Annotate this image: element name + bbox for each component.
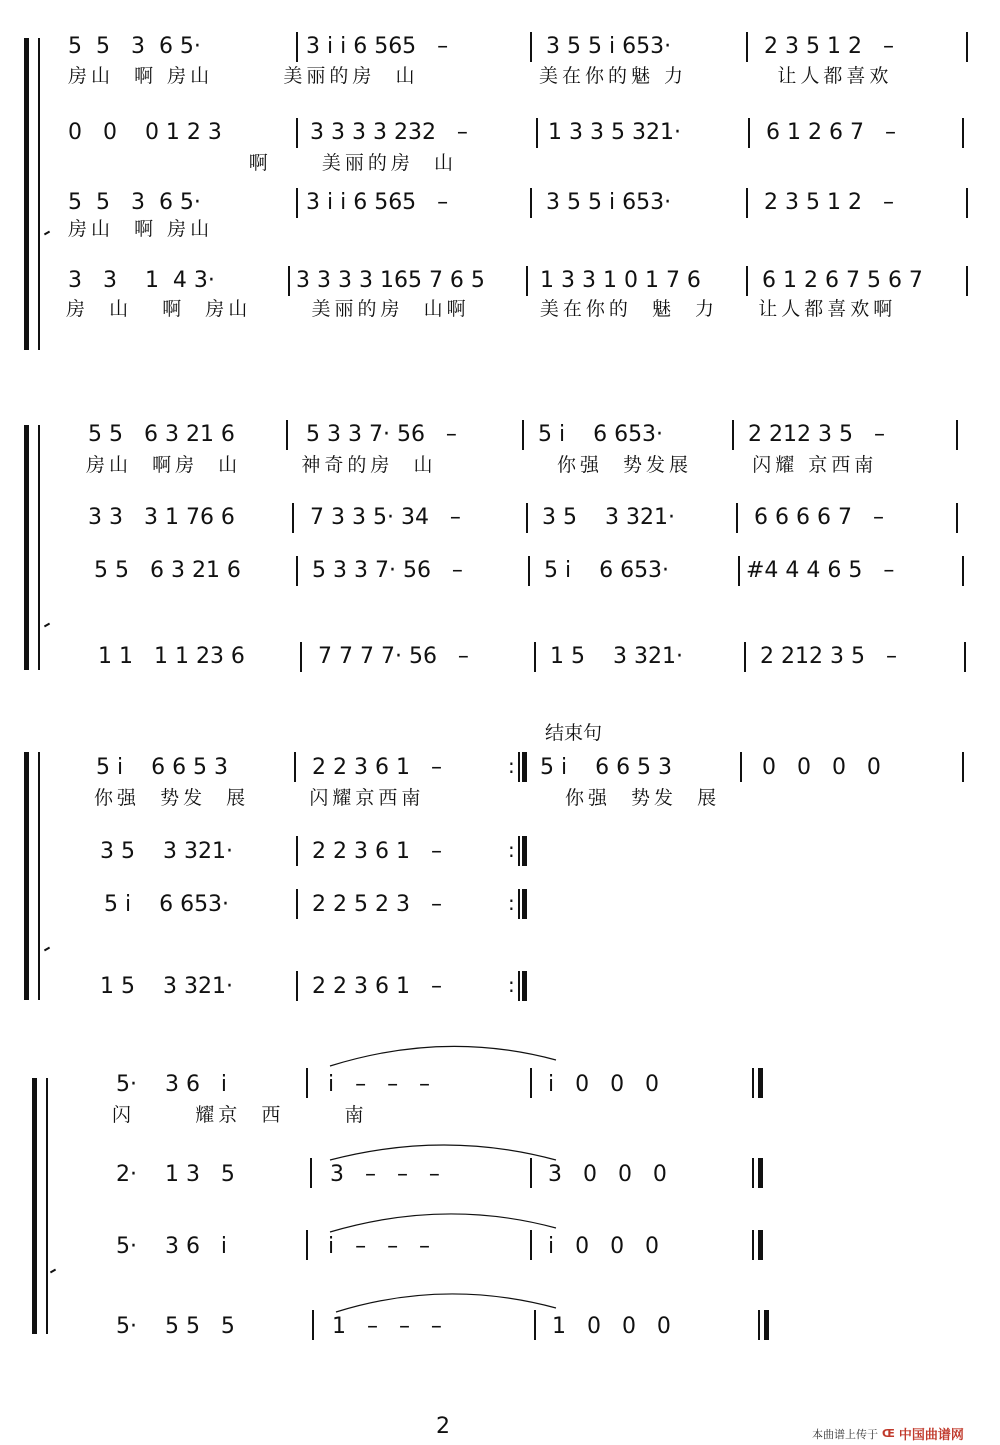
measure-notes: i – – – [328, 1072, 431, 1097]
measure-notes: 2 2 3 6 1 – [312, 974, 442, 999]
measure-notes: 5· 5 5 5 [116, 1314, 235, 1339]
measure-notes: 5 3 3 7· 56 – [312, 558, 463, 583]
measure-notes: 3 0 0 0 [548, 1162, 667, 1187]
lyric-line: 你强 势发 展 闪耀京西南 你强 势发 展 [94, 787, 721, 809]
final-barline [758, 1310, 760, 1340]
final-barline [752, 1068, 754, 1098]
measure-notes: 5 i 6 653· [544, 558, 670, 583]
measure-notes: 3 – – – [330, 1162, 440, 1187]
measure-notes: 2 2 3 6 1 – [312, 839, 442, 864]
measure-notes: 3 5 5 i 653· [546, 190, 672, 215]
measure-notes: i 0 0 0 [548, 1234, 660, 1259]
measure-notes: 3 5 5 i 653· [546, 34, 672, 59]
measure-notes: 1 1 1 1 23 6 [98, 644, 245, 669]
measure-notes: 5 5 6 3 21 6 [88, 422, 235, 447]
barline [306, 1230, 308, 1260]
measure-notes: #4 4 4 6 5 – [746, 558, 895, 583]
measure-notes: 3 5 3 321· [100, 839, 233, 864]
measure-notes: 5 5 3 6 5· [68, 190, 201, 215]
measure-notes: 3 3 1 4 3· [68, 268, 215, 293]
measure-notes: 7 3 3 5· 34 – [310, 505, 461, 530]
measure-notes: 2 2 5 2 3 – [312, 892, 442, 917]
barline [530, 1068, 532, 1098]
site-logo-icon: Œ [882, 1427, 895, 1440]
measure-notes: 5· 3 6 i [116, 1234, 228, 1259]
measure-notes: 5 i 6 6 5 3 [96, 755, 229, 780]
measure-notes: 3 i i 6 565 – [306, 190, 449, 215]
measure-notes: 6 1 2 6 7 – [766, 120, 896, 145]
measure-notes: i 0 0 0 [548, 1072, 660, 1097]
measure-notes: 3 3 3 3 232 – [310, 120, 468, 145]
repeat-dots: : [508, 973, 515, 997]
barline [306, 1068, 308, 1098]
footer-credit [812, 1424, 964, 1443]
measure-notes: 5 i 6 653· [104, 892, 230, 917]
measure-notes: 1 5 3 321· [550, 644, 683, 669]
barline [534, 1310, 536, 1340]
measure-notes: 1 5 3 321· [100, 974, 233, 999]
measure-notes: 3 5 3 321· [542, 505, 675, 530]
measure-notes: 2 3 5 1 2 – [764, 34, 894, 59]
measure-notes: 5 3 3 7· 56 – [306, 422, 457, 447]
footer-site-name: 中国曲谱网 [898, 1428, 964, 1443]
measure-notes: 5 5 3 6 5· [68, 34, 201, 59]
footer-upload-text: 本曲谱上传于 [812, 1427, 878, 1441]
page-number: 2 [436, 1414, 450, 1439]
final-barline [758, 1158, 763, 1188]
measure-notes: 2 212 3 5 – [760, 644, 897, 669]
section-label: 结束句 [545, 722, 603, 744]
measure-notes: 2 2 3 6 1 – [312, 755, 442, 780]
lyric-line: 啊 美丽的房 山 [68, 152, 457, 174]
measure-notes: 1 0 0 0 [552, 1314, 671, 1339]
measure-notes: 3 3 3 1 76 6 [88, 505, 235, 530]
repeat-dots: : [508, 754, 515, 778]
measure-notes: 5· 3 6 i [116, 1072, 228, 1097]
barline [530, 1230, 532, 1260]
final-barline [752, 1158, 754, 1188]
measure-notes: i – – – [328, 1234, 431, 1259]
lyric-line: 房 山 啊 房山 美丽的房 山啊 美在你的 魅 力 让人都喜欢啊 [66, 298, 897, 320]
measure-notes: 2 212 3 5 – [748, 422, 885, 447]
measure-notes: 5 5 6 3 21 6 [94, 558, 241, 583]
lyric-line: 房山 啊 房山 美丽的房 山 美在你的魅 力 让人都喜欢 [68, 65, 893, 87]
measure-notes: 3 3 3 3 165 7 6 5 [296, 268, 485, 293]
measure-notes: 1 – – – [332, 1314, 442, 1339]
measure-notes: 6 1 2 6 7 5 6 7 [762, 268, 923, 293]
final-barline [764, 1310, 769, 1340]
measure-notes: 5 i 6 653· [538, 422, 664, 447]
measure-notes: 1 3 3 1 0 1 7 6 [540, 268, 701, 293]
measure-notes: 1 3 3 5 321· [548, 120, 681, 145]
barline [530, 1158, 532, 1188]
measure-notes: 0 0 0 1 2 3 [68, 120, 222, 145]
final-barline [758, 1230, 763, 1260]
lyric-line: 房山 啊房 山 神奇的房 山 你强 势发展 闪耀 京西南 [86, 454, 878, 476]
measure-notes: 7 7 7 7· 56 – [318, 644, 469, 669]
measure-notes: 3 i i 6 565 – [306, 34, 449, 59]
measure-notes: 2· 1 3 5 [116, 1162, 235, 1187]
measure-notes: 6 6 6 6 7 – [754, 505, 884, 530]
measure-notes: 5 i 6 6 5 3 [540, 755, 673, 780]
lyric-line: 闪 耀京 西 南 [112, 1104, 368, 1126]
repeat-dots: : [508, 838, 515, 862]
barline [312, 1310, 314, 1340]
final-barline [758, 1068, 763, 1098]
repeat-dots: : [508, 891, 515, 915]
measure-notes: 0 0 0 0 [762, 755, 881, 780]
final-barline [752, 1230, 754, 1260]
measure-notes: 2 3 5 1 2 – [764, 190, 894, 215]
barline [310, 1158, 312, 1188]
lyric-line: 房山 啊 房山 [68, 218, 214, 240]
